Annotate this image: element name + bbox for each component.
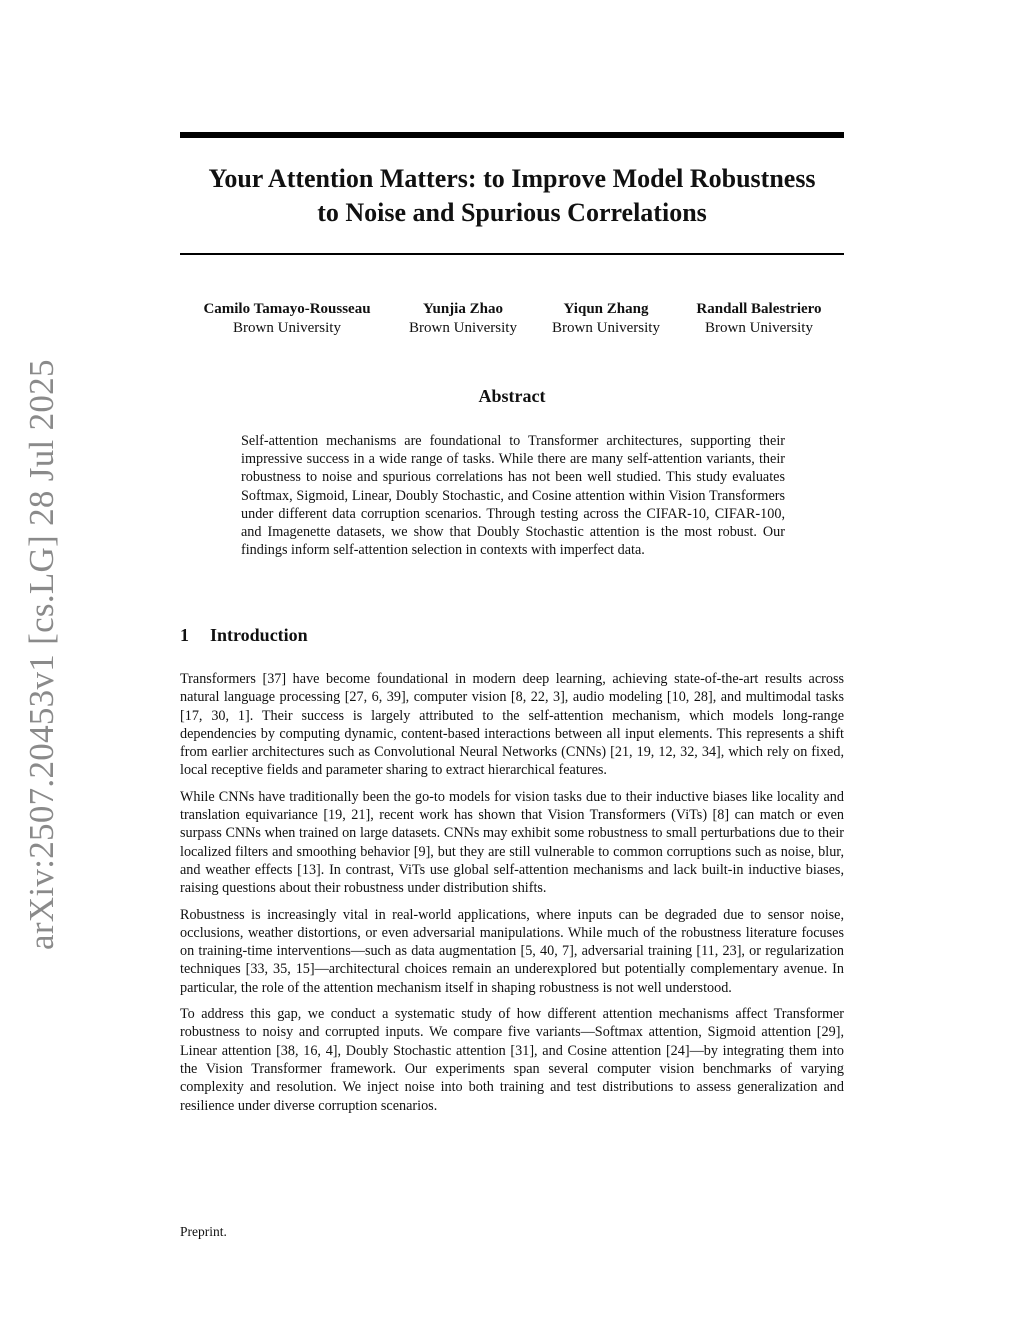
author-affiliation: Brown University bbox=[705, 320, 813, 336]
author-1 bbox=[194, 300, 380, 338]
section-number: 1 bbox=[180, 625, 189, 645]
abstract-text: Self-attention mechanisms are foundational to Transformer architectures, supporting their impressive success in a wide range of tasks. While there are many self-attention variants, their robustness to noise and spurious correlations has not been well studied. This study evaluates Softmax, Sigmoid, Linear, Doubly Stochastic, and Cosine attention within Vision Transformers under different data corruption scenarios. Through testing across the CIFAR-10, CIFAR-100, and Imagenette datasets, we show that Doubly Stochastic attention is the most robust. Our findings inform self-attention selection in contexts with imperfect data. bbox=[241, 433, 785, 559]
author-affiliation: Brown University bbox=[552, 320, 660, 336]
title-line-1: Your Attention Matters: to Improve Model Robustness bbox=[208, 164, 816, 193]
paragraph: To address this gap, we conduct a systematic study of how different attention mechanisms affect Transformer robustness to noisy and corrupted inputs. We compare five variants—Softmax attention, Sigmoid attention [29], Linear attention [38, 16, 4], Doubly Stochastic attention [31], and Cosine attention [24]—by integrating them into the Vision Transformer framework. Our experiments span several computer vision benchmarks of varying complexity and resolution. We inject noise into both training and test distributions to assess generalization and resilience under diverse corruption scenarios. bbox=[180, 1006, 844, 1114]
author-name: Yunjia Zhao bbox=[423, 301, 503, 317]
paragraph: Transformers [37] have become foundational in modern deep learning, achieving state-of-the-art results across natural language processing [27, 6, 39], computer vision [8, 22, 3], audio modeling [10, 28], and multimodal tasks [17, 30, 1]. Their success is largely attributed to the self-attention mechanism, which models long-range dependencies by computing dynamic, content-based interactions between all input elements. This represents a shift from earlier architectures such as Convolutional Neural Networks (CNNs) [21, 19, 12, 32, 34], which rely on fixed, local receptive fields and parameter sharing to extract hierarchical features. bbox=[180, 671, 844, 779]
author-name: Yiqun Zhang bbox=[563, 301, 649, 317]
author-3 bbox=[545, 300, 667, 338]
author-name: Randall Balestriero bbox=[696, 301, 822, 317]
author-2 bbox=[402, 300, 524, 338]
section-title: Introduction bbox=[210, 625, 308, 645]
paper-title bbox=[180, 162, 844, 230]
paragraph: Robustness is increasingly vital in real-world applications, where inputs can be degraded due to sensor noise, occlusions, weather distortions, or even adversarial manipulations. While much of the robustness literature focuses on training-time interventions—such as data augmentation [5, 40, 7], adversarial training [11, 23], or regularization techniques [33, 35, 15]—architectural choices remain an underexplored but potentially complementary avenue. In particular, the role of the attention mechanism itself in shaping robustness is not well understood. bbox=[180, 906, 844, 996]
section-heading bbox=[180, 625, 308, 646]
title-top-rule bbox=[180, 132, 844, 138]
preprint-footer: Preprint. bbox=[180, 1224, 227, 1239]
abstract-heading: Abstract bbox=[478, 386, 546, 406]
author-name: Camilo Tamayo-Rousseau bbox=[203, 301, 371, 317]
author-list bbox=[180, 300, 844, 344]
paragraph: While CNNs have traditionally been the go-to models for vision tasks due to their inductive biases like locality and translation equivariance [19, 21], recent work has shown that Vision Transformers (ViTs) [8] can match or even surpass CNNs when trained on large datasets. CNNs may exhibit some robustness to small perturbations due to their localized filters and smoothing behavior [9], but they are still vulnerable to common corruptions such as noise, blur, and weather effects [13]. In contrast, ViTs use global self-attention mechanisms and lack built-in inductive biases, raising questions about their robustness under distribution shifts. bbox=[180, 788, 844, 897]
author-affiliation: Brown University bbox=[233, 320, 341, 336]
arxiv-identifier: arXiv:2507.20453v1 [cs.LG] 28 Jul 2025 bbox=[22, 359, 61, 950]
title-bottom-rule bbox=[180, 253, 844, 255]
title-line-2: to Noise and Spurious Correlations bbox=[317, 198, 707, 227]
author-4 bbox=[686, 300, 832, 338]
author-affiliation: Brown University bbox=[409, 320, 517, 336]
introduction-body bbox=[180, 670, 844, 1123]
